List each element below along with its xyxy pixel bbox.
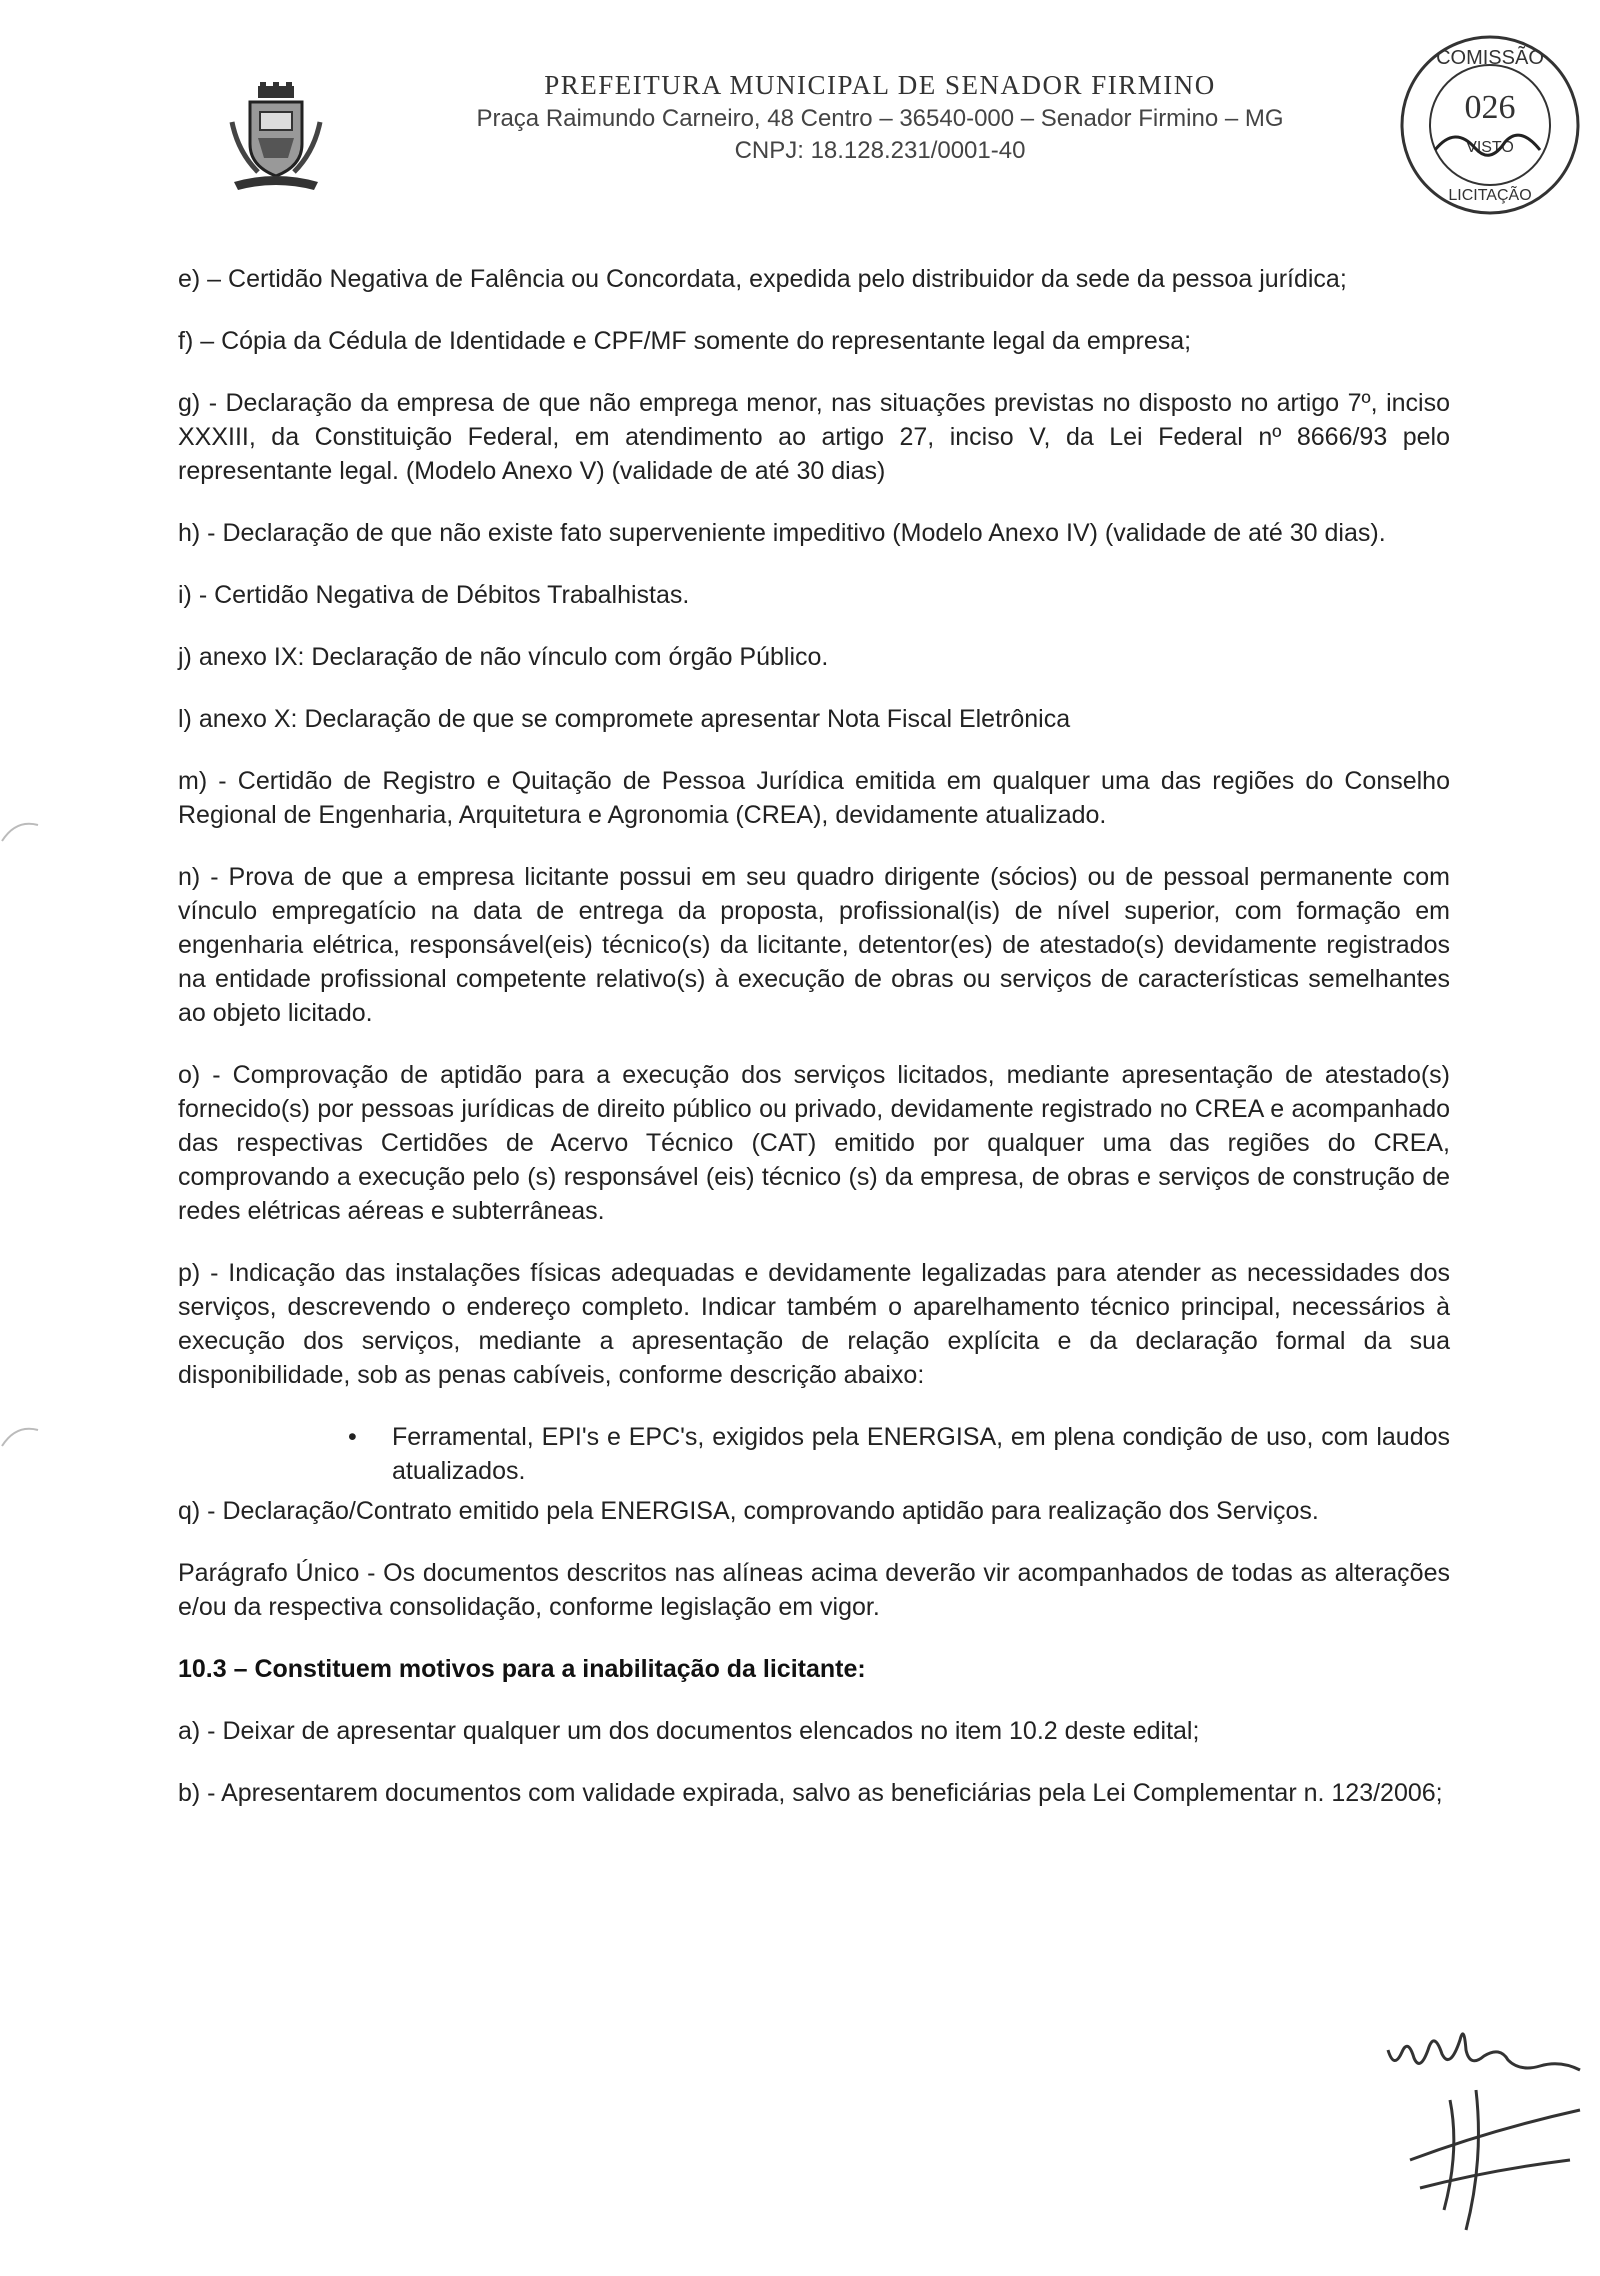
item-g: g) - Declaração da empresa de que não emprega menor, nas situações previstas no disposto no artigo 7º, inciso XXXIII, da Constituição Federal, em atendimento ao artigo 27, inciso V, da Lei Federal nº 8666/93 pelo representante legal. (Modelo Anexo V) (validade de até 30 dias) [178, 389, 1450, 485]
item-j: j) anexo IX: Declaração de não vínculo com órgão Público. [178, 643, 829, 671]
item-n: n) - Prova de que a empresa licitante possui em seu quadro dirigente (sócios) ou de pessoal permanente com vínculo empregatício na data de entrega da proposta, profissional(is) de nível superior, com formação em engenharia elétrica, responsável(eis) técnico(s) da licitante, detentor(es) de atestado(s) devidamente registrados na entidade profissional competente relativo(s) à execução de obras ou serviços de características semelhantes ao objeto licitado. [178, 863, 1450, 1027]
municipality-title: PREFEITURA MUNICIPAL DE SENADOR FIRMINO [544, 70, 1216, 100]
handwritten-signature-icon [1380, 2010, 1600, 2240]
commission-stamp-icon [1395, 30, 1585, 220]
item-i: i) - Certidão Negativa de Débitos Trabalhistas. [178, 581, 690, 609]
item-l: l) anexo X: Declaração de que se compromete apresentar Nota Fiscal Eletrônica [178, 705, 1071, 733]
letterhead [380, 70, 1380, 169]
item-e: e) – Certidão Negativa de Falência ou Concordata, expedida pelo distribuidor da sede da pessoa jurídica; [178, 265, 1347, 293]
stamp-number: 026 [1464, 89, 1516, 126]
item-o: o) - Comprovação de aptidão para a execução dos serviços licitados, mediante apresentação de atestado(s) fornecido(s) por pessoas jurídicas de direito público ou privado, devidamente registrado no CREA e acompanhado das respectivas Certidões de Acervo Técnico (CAT) emitido por qualquer uma das regiões do CREA, comprovando a execução pelo (s) responsável (eis) técnico (s) da empresa, de obras e serviços de construção de redes elétricas aéreas e subterrâneas. [178, 1061, 1450, 1225]
paragrafo-unico: Parágrafo Único - Os documentos descritos nas alíneas acima deverão vir acompanhados de todas as alterações e/ou da respectiva consolidação, conforme legislação em vigor. [178, 1559, 1450, 1621]
item-m: m) - Certidão de Registro e Quitação de Pessoa Jurídica emitida em qualquer uma das regiões do Conselho Regional de Engenharia, Arquitetura e Agronomia (CREA), devidamente atualizado. [178, 767, 1450, 829]
item-h: h) - Declaração de que não existe fato superveniente impeditivo (Modelo Anexo IV) (validade de até 30 dias). [178, 519, 1386, 547]
section-10-3-item-a: a) - Deixar de apresentar qualquer um dos documentos elencados no item 10.2 deste edital; [178, 1717, 1200, 1745]
stamp-bottom-text: LICITAÇÃO [1448, 187, 1532, 204]
item-f: f) – Cópia da Cédula de Identidade e CPF/MF somente do representante legal da empresa; [178, 327, 1192, 355]
bullet-icon: • [348, 1423, 357, 1451]
section-10-3-heading: 10.3 – Constituem motivos para a inabilitação da licitante: [178, 1655, 866, 1683]
item-q: q) - Declaração/Contrato emitido pela ENERGISA, comprovando aptidão para realização dos Serviços. [178, 1497, 1319, 1525]
document-body [178, 262, 1450, 1838]
punch-mark-icon [0, 1420, 40, 1450]
stamp-middle-text: VISTO [1466, 139, 1514, 156]
punch-mark-icon [0, 815, 40, 845]
stamp-top-text: COMISSÃO [1436, 47, 1544, 69]
municipal-crest-icon [228, 82, 324, 192]
item-p-bullet [178, 1420, 1450, 1488]
municipality-address: Praça Raimundo Carneiro, 48 Centro – 36540-000 – Senador Firmino – MG [476, 105, 1284, 132]
municipality-cnpj: CNPJ: 18.128.231/0001-40 [734, 137, 1026, 164]
section-10-3-item-b: b) - Apresentarem documentos com validade expirada, salvo as beneficiárias pela Lei Complementar n. 123/2006; [178, 1779, 1443, 1807]
item-p: p) - Indicação das instalações físicas adequadas e devidamente legalizadas para atender as necessidades dos serviços, descrevendo o endereço completo. Indicar também o aparelhamento técnico principal, necessários à execução dos serviços, mediante a apresentação de relação explícita e da declaração formal da sua disponibilidade, sob as penas cabíveis, conforme descrição abaixo: [178, 1259, 1450, 1389]
item-p-bullet-text: Ferramental, EPI's e EPC's, exigidos pela ENERGISA, em plena condição de uso, com laudos atualizados. [392, 1423, 1450, 1485]
